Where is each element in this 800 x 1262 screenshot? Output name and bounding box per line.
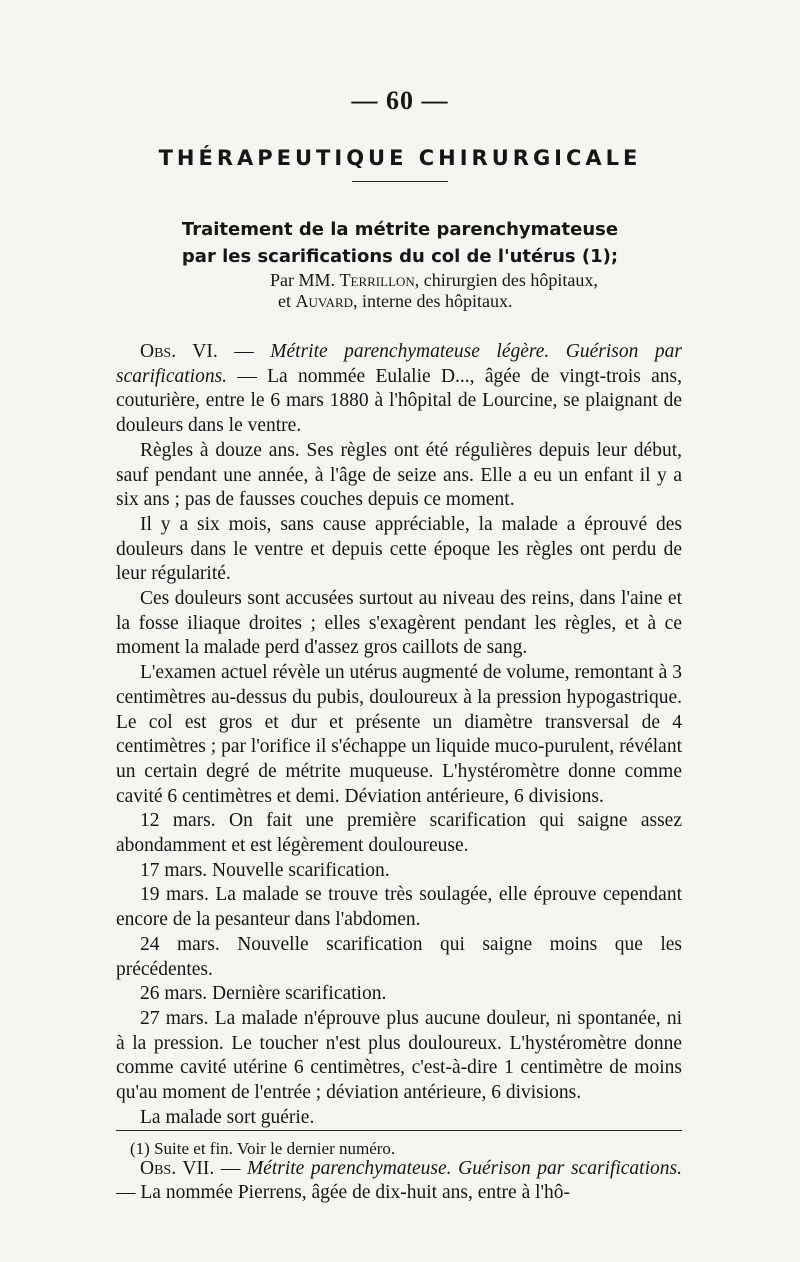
footnote-rule bbox=[116, 1130, 682, 1131]
obs6-entry-24-mars: 24 mars. Nouvelle scarification qui saigne moins que les précédentes. bbox=[116, 933, 682, 980]
author2-name: Auvard bbox=[295, 291, 354, 311]
obs6-entry-19-mars: 19 mars. La malade se trouve très soulagée, elle éprouve cependant encore de la pesanteur dans l'abdomen. bbox=[116, 884, 682, 931]
obs6-para3: Il y a six mois, sans cause appréciable, la malade a éprouvé des douleurs dans le ventre et depuis cette époque les règles ont perdu de leur régularité. bbox=[116, 513, 682, 585]
obs6-entry-12-mars: 12 mars. On fait une première scarification qui saigne assez abondamment et est légèrement douloureuse. bbox=[116, 810, 682, 857]
article-title-line2 bbox=[0, 243, 800, 270]
footnote: (1) Suite et fin. Voir le dernier numéro. bbox=[130, 1139, 396, 1158]
authors-line2 bbox=[270, 291, 630, 312]
obs6-para1: — La nommée Eulalie D..., âgée de vingt-trois ans, couturière, entre le 6 mars 1880 à l'hôpital de Lourcine, se plaignant de douleurs dans le ventre. bbox=[116, 365, 682, 437]
author1-role: , chirurgien des hôpitaux, bbox=[414, 270, 598, 290]
obs6-intro bbox=[116, 340, 682, 439]
obs7-intro bbox=[116, 1157, 682, 1206]
obs6-outcome: La malade sort guérie. bbox=[140, 1106, 315, 1128]
title-rule bbox=[352, 181, 448, 182]
authors bbox=[270, 270, 630, 312]
obs6-heading: Métrite parenchymateuse légère. Guérison par scarifications. bbox=[116, 341, 682, 387]
author2-prefix: et bbox=[278, 291, 291, 311]
obs7-para1: — La nommée Pierrens, âgée de dix-huit ans, entre à l'hô- bbox=[116, 1182, 571, 1204]
authors-line1 bbox=[270, 270, 598, 290]
obs6-para4: Ces douleurs sont accusées surtout au niveau des reins, dans l'aine et la fosse iliaque droites ; elles s'exagèrent pendant les règles, et à ce moment la malade perd d'assez gros caillots de sang. bbox=[116, 588, 682, 659]
obs6-entry-26-mars: 26 mars. Dernière scarification. bbox=[140, 983, 387, 1005]
page-number: — 60 — bbox=[351, 86, 449, 115]
section-title: THÉRAPEUTIQUE CHIRURGICALE bbox=[158, 146, 642, 170]
body-text bbox=[116, 340, 682, 1206]
article-title-end: ; bbox=[610, 246, 619, 267]
obs6-dash: — bbox=[217, 341, 271, 362]
author1-name: Terrillon bbox=[339, 270, 415, 290]
article-title-line1: Traitement de la métrite parenchymateuse bbox=[181, 219, 619, 240]
footnote-ref: (1) bbox=[581, 246, 611, 267]
authors-prefix: Par MM. bbox=[270, 270, 336, 290]
article-title bbox=[0, 216, 800, 270]
obs6-para5: L'examen actuel révèle un utérus augmenté de volume, remontant à 3 centimètres au-dessus du pubis, douloureux à la pression hypogastrique. Le col est gros et dur et présente un diamètre transversal de 4 centimètres ; par l'orifice il s'échappe un liquide muco-purulent, révélant un certain degré de métrite muqueuse. L'hystéromètre donne comme cavité 6 centimètres et demi. Déviation antérieure, 6 divisions. bbox=[116, 662, 682, 807]
obs6-entry-27-mars: 27 mars. La malade n'éprouve plus aucune douleur, ni spontanée, ni à la pression. Le toucher n'est plus douloureux. L'hystéromètre donne comme cavité utérine 6 centimètres, c'est-à-dire 1 centimètre de moins qu'au moment de l'entrée ; déviation antérieure, 6 divisions. bbox=[116, 1007, 682, 1104]
obs7-heading: Métrite parenchymateuse. Guérison par scarifications. bbox=[246, 1157, 682, 1179]
obs6-para2: Règles à douze ans. Ses règles ont été régulières depuis leur début, sauf pendant une année, à l'âge de seize ans. Elle a eu un enfant il y a six ans ; pas de fausses couches depuis ce moment. bbox=[116, 439, 682, 511]
article-title-line2-text: par les scarifications du col de l'utérus bbox=[181, 246, 576, 267]
obs6-label: Obs. VI. bbox=[140, 341, 218, 362]
obs6-entry-17-mars: 17 mars. Nouvelle scarification. bbox=[140, 859, 390, 881]
obs7-dash: — bbox=[214, 1157, 247, 1179]
obs7-label: Obs. VII. bbox=[140, 1157, 215, 1179]
author2-role: , interne des hôpitaux. bbox=[353, 291, 513, 311]
